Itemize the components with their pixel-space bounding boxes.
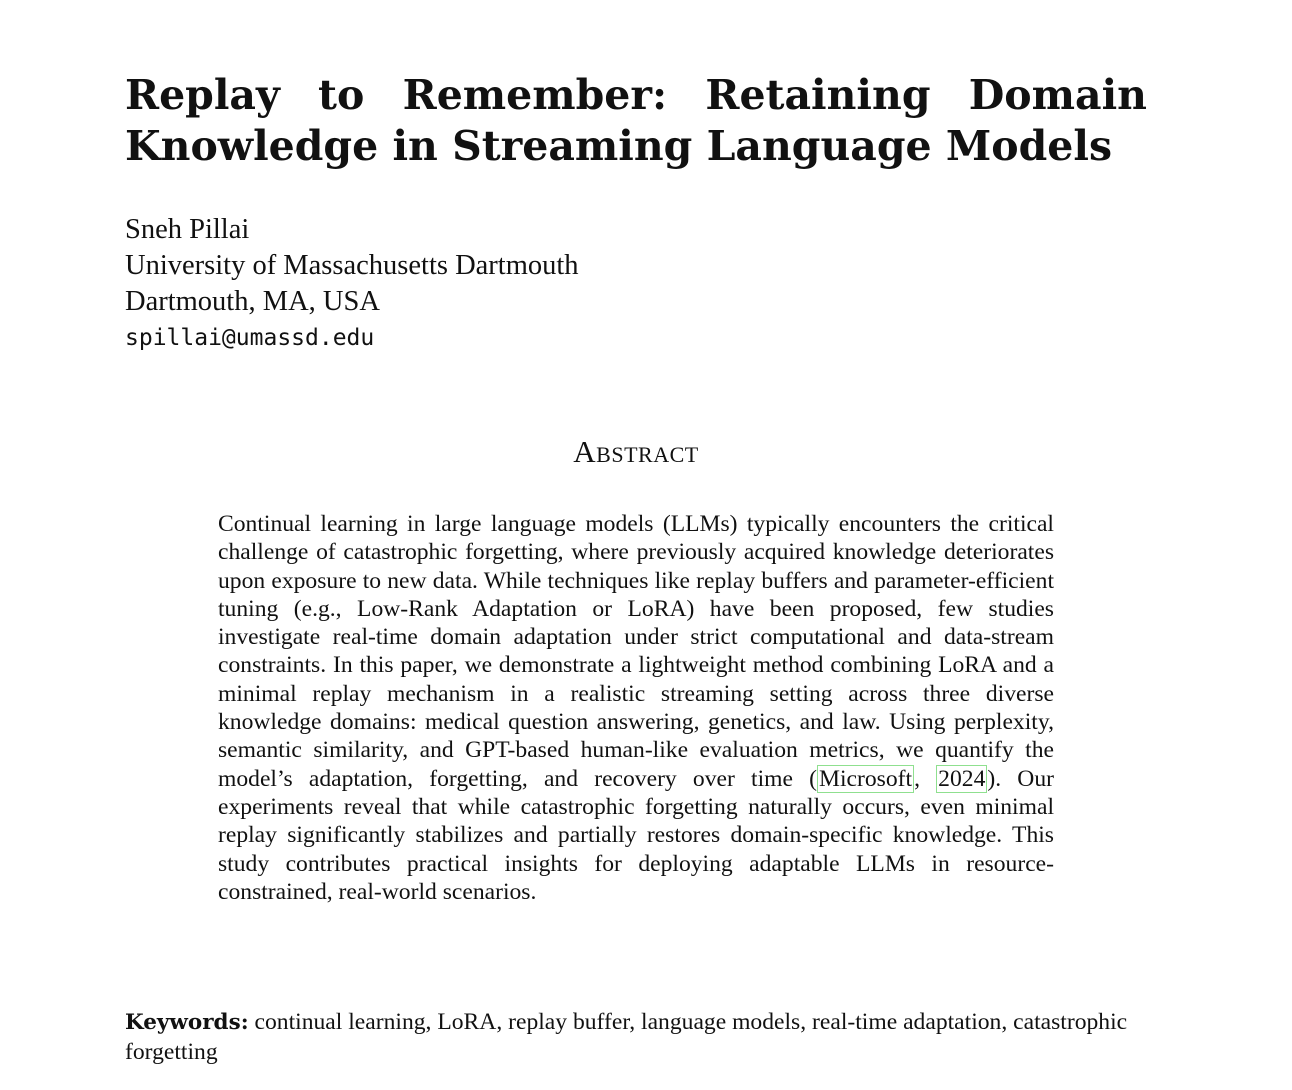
paper-title: Replay to Remember: Retaining Domain Knowledge in Streaming Language Models bbox=[125, 71, 1147, 170]
citation-author-link[interactable]: Microsoft bbox=[819, 765, 913, 792]
keywords-label: Keywords: bbox=[125, 1010, 249, 1035]
abstract-text-part-2: ). Our experiments reveal that while catastrophic forgetting naturally occurs, even minimal replay significantly stabilizes and partially restores domain-specific knowledge. This study contributes practical insights for deploying adaptable LLMs in resource-constrained, real-world scenarios. bbox=[218, 765, 1054, 905]
author-name: Sneh Pillai bbox=[125, 214, 250, 245]
citation-year-link[interactable]: 2024 bbox=[938, 765, 986, 792]
author-location: Dartmouth, MA, USA bbox=[125, 286, 380, 317]
keywords-section bbox=[125, 1008, 1147, 1066]
keywords-text: continual learning, LoRA, replay buffer, language models, real-time adaptation, catastrophic forgetting bbox=[125, 1009, 1128, 1065]
author-email[interactable]: spillai@umassd.edu bbox=[125, 325, 375, 351]
author-affiliation: University of Massachusetts Dartmouth bbox=[125, 250, 579, 281]
abstract-text-part-1: Continual learning in large language models (LLMs) typically encounters the critical challenge of catastrophic forgetting, where previously acquired knowledge deteriorates upon exposure to new data. While techniques like replay buffers and parameter-efficient tuning (e.g., Low-Rank Adaptation or LoRA) have been proposed, few studies investigate real-time domain adaptation under strict computational and data-stream constraints. In this paper, we demonstrate a lightweight method combining LoRA and a minimal replay mechanism in a realistic streaming setting across three diverse knowledge domains: medical question answering, genetics, and law. Using perplexity, semantic similarity, and GPT-based human-like evaluation metrics, we quantify the model’s adaptation, forgetting, and recovery over time ( bbox=[218, 511, 1054, 792]
abstract-heading: Abstract bbox=[573, 434, 699, 469]
abstract-body bbox=[218, 510, 1054, 906]
author-block bbox=[125, 212, 579, 356]
citation-separator: , bbox=[914, 765, 937, 792]
